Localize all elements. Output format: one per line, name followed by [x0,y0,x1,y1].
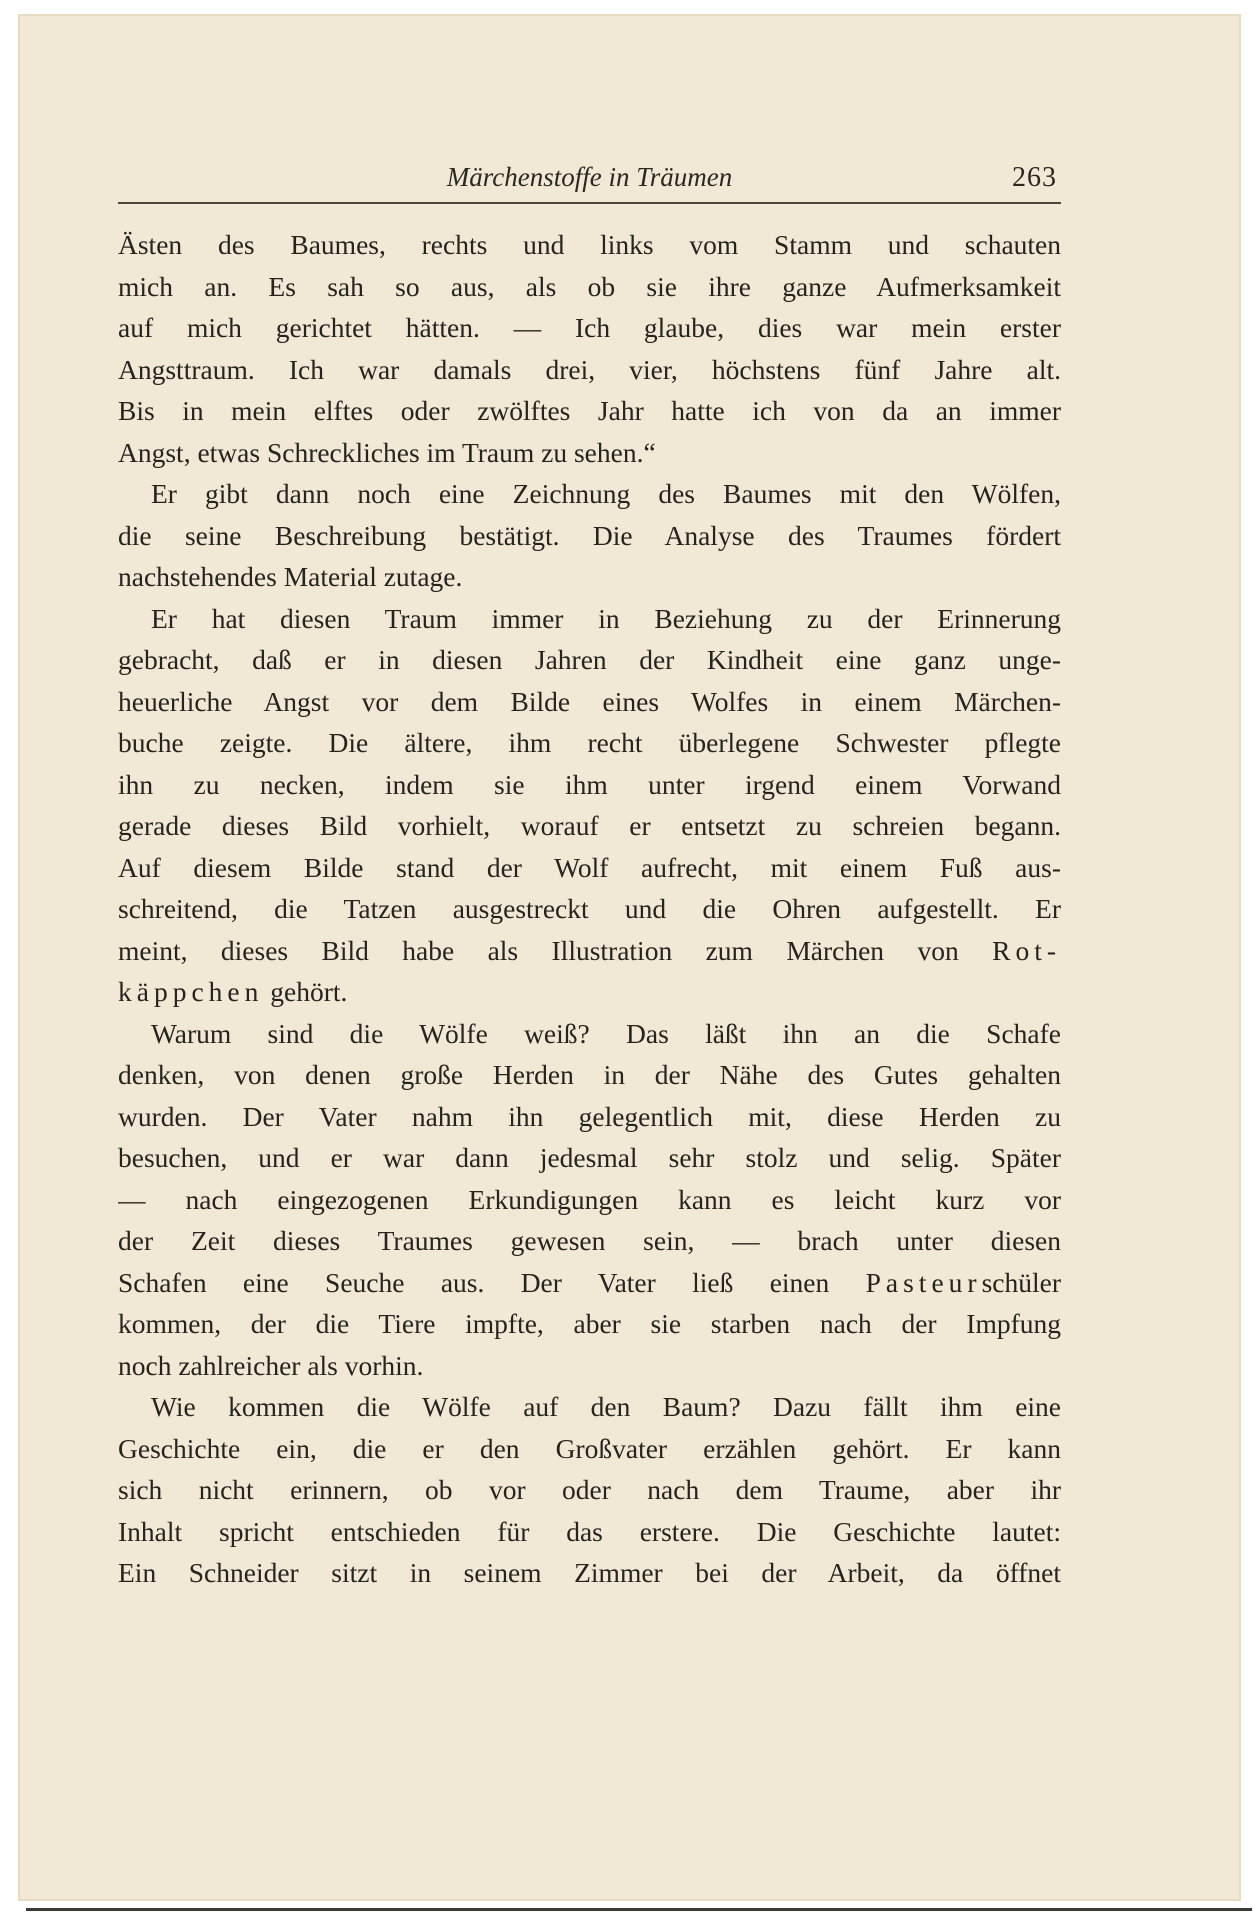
text-line: auf mich gerichtet hätten. — Ich glaube, dies war mein erster [118,312,1061,343]
text-line: Er hat diesen Traum immer in Beziehung zu der Erinnerung [151,602,1061,634]
text-line: Wie kommen die Wölfe auf den Baum? Dazu fällt ihm eine [151,1391,1061,1422]
text-line: Er gibt dann noch eine Zeichnung des Baumes mit den Wölfen, [151,478,1061,509]
text-line: denken, von denen große Herden in der Nähe des Gutes gehalten [118,1059,1061,1090]
body-text [118,224,1061,1594]
text-line: der Zeit dieses Traumes gewesen sein, — brach unter diesen [118,1225,1061,1256]
text-line: nachstehendes Material zutage. [118,561,463,592]
text-line: noch zahlreicher als vorhin. [118,1349,424,1381]
text-line: Inhalt spricht entschieden für das erstere. Die Geschichte lautet: [118,1515,1061,1547]
running-title: Märchenstoffe in Träumen [446,162,733,192]
text-line [118,971,1061,1013]
text-line: Auf diesem Bilde stand der Wolf aufrecht, mit einem Fuß aus- [118,851,1061,883]
text-line: — nach eingezogenen Erkundigungen kann es leicht kurz vor [118,1183,1061,1215]
text-line: schreitend, die Tatzen ausgestreckt und die Ohren aufgestellt. Er [118,893,1061,924]
page-number: 263 [1012,162,1057,193]
text-line: Warum sind die Wölfe weiß? Das läßt ihn an die Schafe [151,1017,1061,1049]
text-line: kommen, der die Tiere impfte, aber sie starben nach der Impfung [118,1308,1061,1339]
spaced-text: Pasteur [865,1266,982,1298]
text-line: mich an. Es sah so aus, als ob sie ihre ganze Aufmerksamkeit [118,270,1061,302]
page-header [118,162,1061,204]
text-line [118,930,1061,972]
text-line [118,1262,1061,1304]
text-line: Geschichte ein, die er den Großvater erzählen gehört. Er kann [118,1432,1061,1464]
text-line: Bis in mein elftes oder zwölftes Jahr hatte ich von da an immer [118,395,1061,426]
text-line: sich nicht erinnern, ob vor oder nach dem Traume, aber ihr [118,1474,1061,1505]
bottom-border-line [26,1908,1252,1911]
text-line: Ästen des Baumes, rechts und links vom Stamm und schauten [118,229,1061,260]
spaced-text: käppchen [118,976,264,1007]
text-line: gerade dieses Bild vorhielt, worauf er entsetzt zu schreien begann. [118,810,1061,841]
text-segment: gehört. [270,976,348,1007]
text-line: die seine Beschreibung bestätigt. Die Analyse des Traumes fördert [118,519,1061,551]
text-segment: Schafen eine Seuche aus. Der Vater ließ einen [118,1266,830,1298]
spaced-text: Rot- [992,934,1061,966]
text-line: Ein Schneider sitzt in seinem Zimmer bei der Arbeit, da öffnet [118,1557,1061,1588]
text-line: Angsttraum. Ich war damals drei, vier, höchstens fünf Jahre alt. [118,353,1061,385]
text-line: heuerliche Angst vor dem Bilde eines Wolfes in einem Märchen- [118,685,1061,717]
spaced-text [866,1267,1061,1298]
text-line: wurden. Der Vater nahm ihn gelegentlich mit, diese Herden zu [118,1100,1061,1132]
text-line: besuchen, und er war dann jedesmal sehr stolz und selig. Später [118,1142,1061,1173]
text-segment: meint, dieses Bild habe als Illustration zum Märchen von [118,934,959,966]
text-line: gebracht, daß er in diesen Jahren der Kindheit eine ganz unge- [118,644,1061,675]
text-line: buche zeigte. Die ältere, ihm recht überlegene Schwester pflegte [118,727,1061,758]
text-line: ihn zu necken, indem sie ihm unter irgend einem Vorwand [118,768,1061,800]
text-segment: schüler [981,1266,1061,1298]
text-line: Angst, etwas Schreckliches im Traum zu sehen.“ [118,436,656,468]
